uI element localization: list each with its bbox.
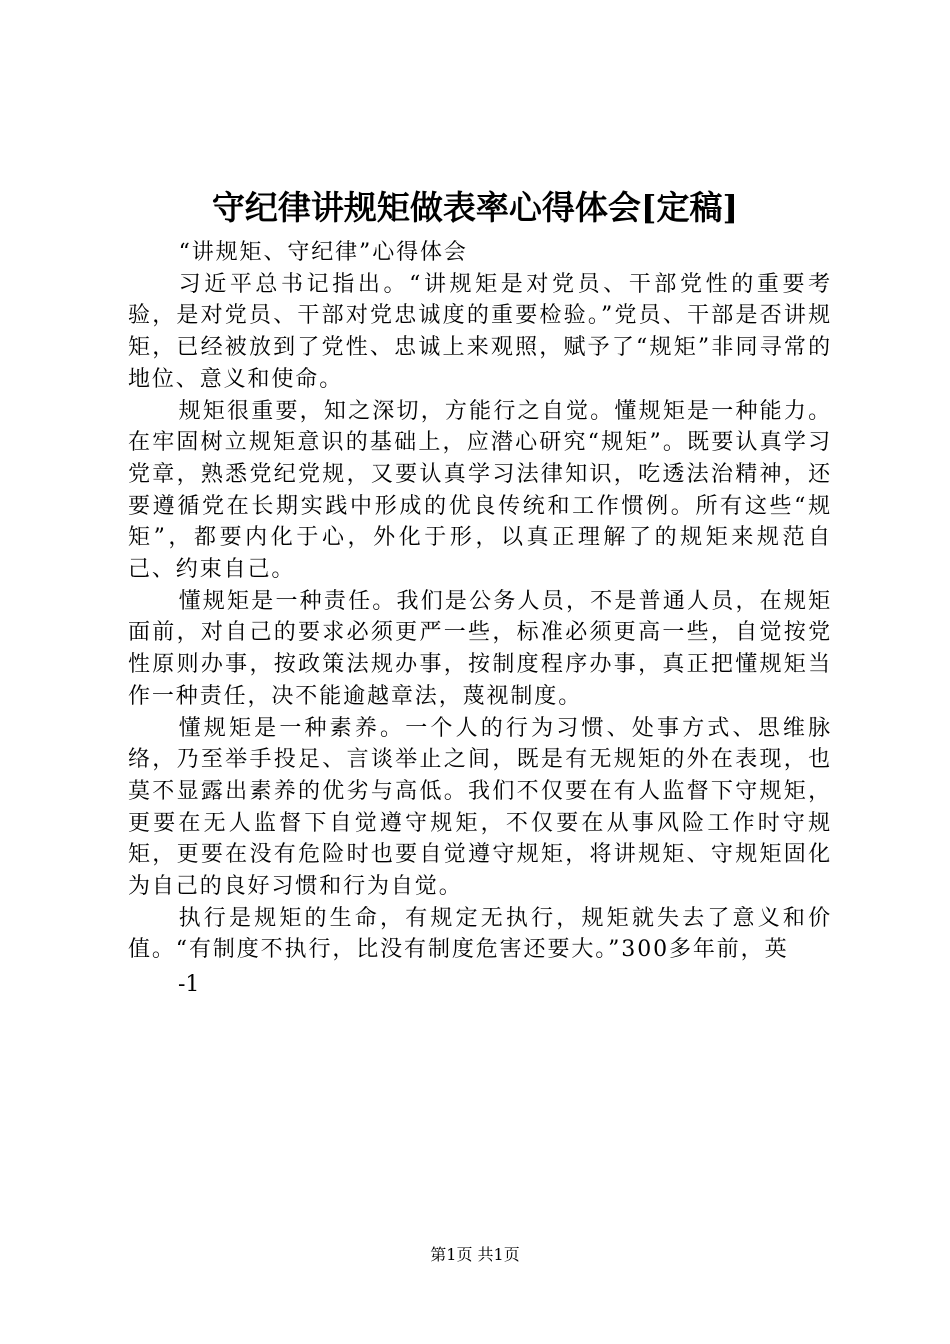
document-title: 守纪律讲规矩做表率心得体会[定稿]	[211, 188, 739, 227]
page-footer: 第1页 共1页	[430, 1245, 520, 1264]
page-marker: -1	[178, 972, 200, 997]
body-paragraph: 习近平总书记指出。“讲规矩是对党员、干部党性的重要考验，是对党员、干部对党忠诚度的重要检验。”党员、干部是否讲规矩，已经被放到了党性、忠诚上来观照，赋予了“规矩”非同寻常的地位、意义和使命。	[128, 271, 832, 392]
subtitle-paragraph: “讲规矩、守纪律”心得体会	[178, 240, 468, 265]
body-paragraph: 规矩很重要，知之深切，方能行之自觉。懂规矩是一种能力。在牢固树立规矩意识的基础上，应潜心研究“规矩”。既要认真学习党章，熟悉党纪党规，又要认真学习法律知识，吃透法治精神，还要遵循党在长期实践中形成的优良传统和工作惯例。所有这些“规矩”，都要内化于心，外化于形，以真正理解了的规矩来规范自己、约束自己。	[128, 398, 832, 583]
body-paragraph: 执行是规矩的生命，有规定无执行，规矩就失去了意义和价值。“有制度不执行，比没有制度危害还要大。”300多年前，英	[128, 905, 832, 963]
document-body	[128, 237, 832, 966]
body-paragraph: 懂规矩是一种素养。一个人的行为习惯、处事方式、思维脉络，乃至举手投足、言谈举止之间，既是有无规矩的外在表现，也莫不显露出素养的优劣与高低。我们不仅要在有人监督下守规矩，更要在无人监督下自觉遵守规矩，不仅要在从事风险工作时守规矩，更要在没有危险时也要自觉遵守规矩，将讲规矩、守规矩固化为自己的良好习惯和行为自觉。	[128, 715, 832, 900]
body-paragraph: 懂规矩是一种责任。我们是公务人员，不是普通人员，在规矩面前，对自己的要求必须更严一些，标准必须更高一些，自觉按党性原则办事，按政策法规办事，按制度程序办事，真正把懂规矩当作一种责任，决不能逾越章法，蔑视制度。	[128, 588, 832, 709]
